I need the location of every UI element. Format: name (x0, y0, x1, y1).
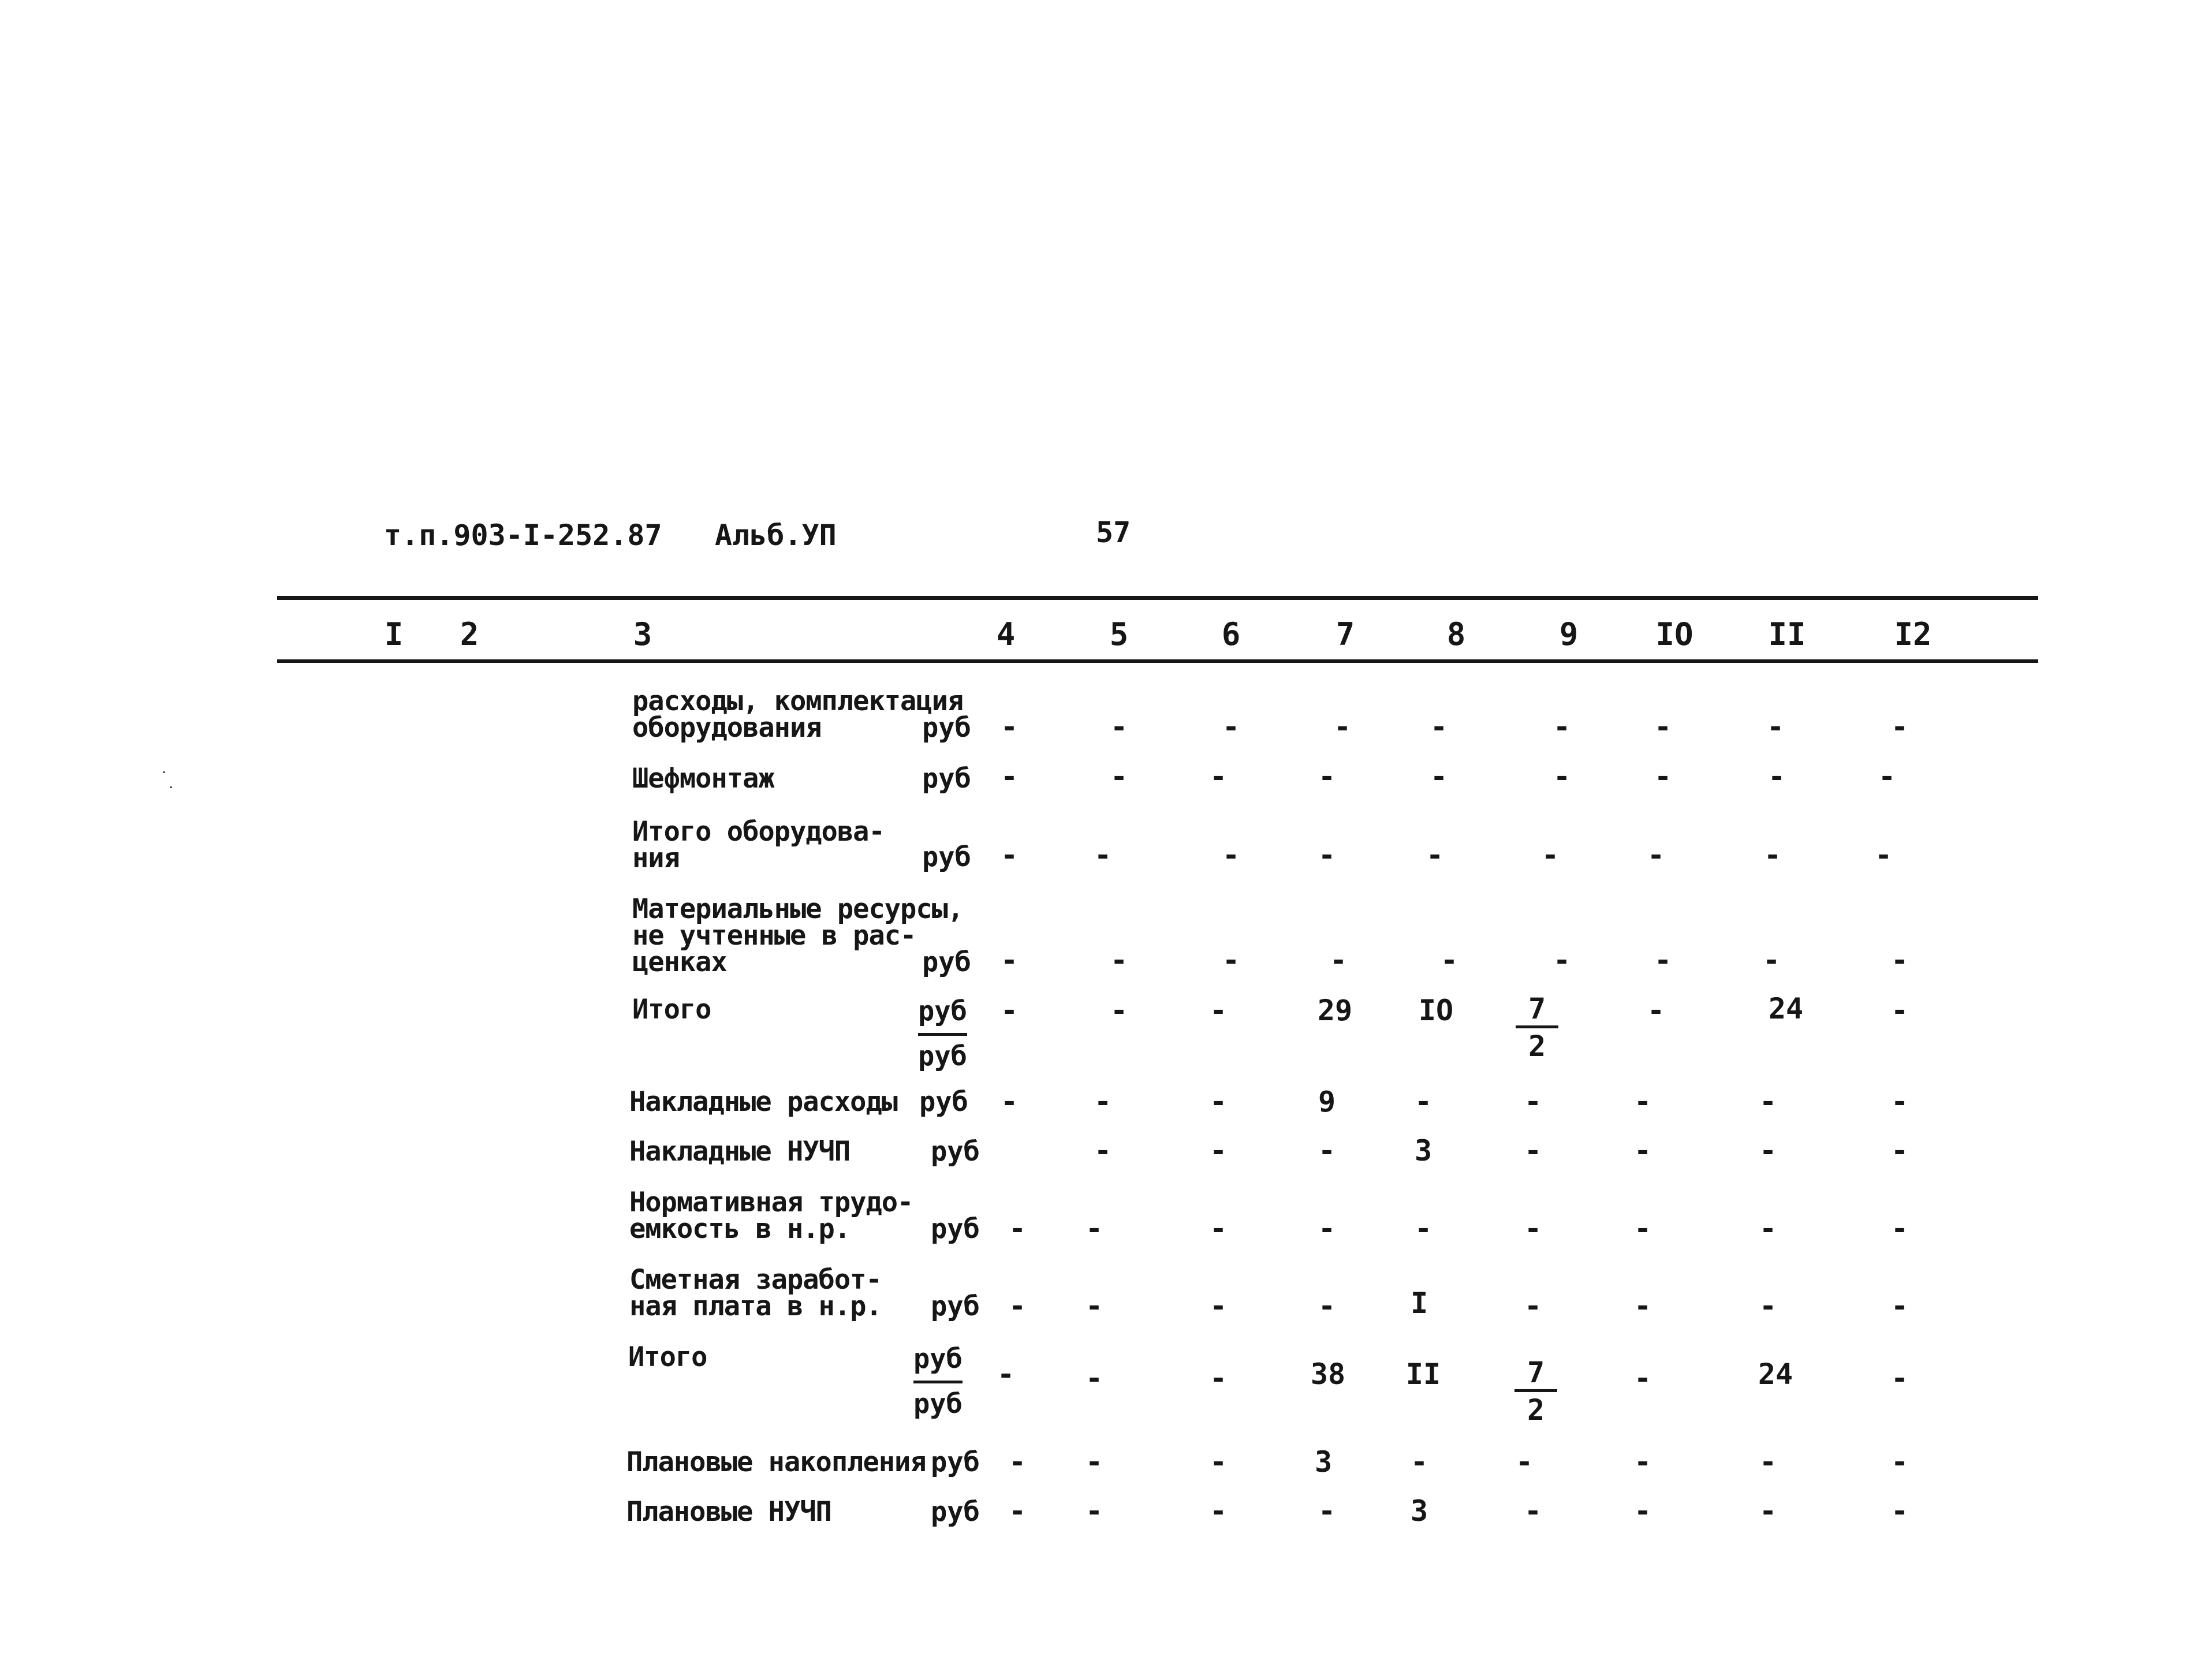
cell-value: - (1633, 1134, 1652, 1167)
row-unit-fraction (918, 995, 967, 1072)
cell-value: - (1524, 1289, 1542, 1323)
cell-value: - (1890, 1494, 1909, 1528)
scan-speck (170, 786, 172, 788)
column-number: 4 (996, 616, 1016, 652)
cell-value: - (1633, 1085, 1652, 1118)
row-unit: руб (922, 946, 971, 978)
cell-value: 24 (1758, 1357, 1793, 1391)
unit-numerator: руб (913, 1345, 963, 1383)
row-label: расходы, комплектация оборудования (632, 685, 964, 744)
cell-value: 24 (1768, 992, 1804, 1025)
row-unit: руб (931, 1446, 980, 1478)
cell-value: - (1654, 760, 1672, 793)
cell-value: - (1222, 838, 1240, 872)
table-header-rule (277, 659, 2038, 663)
table-top-rule (277, 596, 2038, 600)
fraction-numerator: 7 (1516, 994, 1558, 1028)
cell-value: IO (1418, 994, 1454, 1027)
row-unit: руб (931, 1136, 980, 1167)
cell-value: - (1430, 710, 1448, 744)
cell-value: - (1759, 1212, 1777, 1245)
column-number: 6 (1221, 616, 1241, 652)
cell-value: - (1000, 710, 1019, 744)
cell-value: - (1209, 1085, 1228, 1118)
cell-value: - (1890, 1212, 1909, 1245)
cell-value: - (1759, 1494, 1777, 1528)
cell-value: 3 (1414, 1134, 1433, 1167)
column-number: 2 (460, 616, 479, 652)
cell-value: - (1410, 1445, 1428, 1479)
row-unit: руб (922, 763, 971, 794)
cell-value: - (1654, 710, 1672, 744)
unit-denominator: руб (918, 1040, 967, 1072)
cell-value: - (1878, 760, 1896, 793)
row-label: Шефмонтаж (632, 763, 774, 794)
fraction-numerator: 7 (1515, 1358, 1557, 1392)
cell-value: - (1318, 1212, 1336, 1245)
row-label: Сметная заработ- ная плата в н.р. (629, 1264, 882, 1322)
cell-value: - (1647, 838, 1665, 872)
cell-value: 29 (1317, 994, 1353, 1027)
cell-value: - (1524, 1494, 1542, 1528)
column-number: 5 (1109, 616, 1129, 652)
cell-value: - (1890, 1361, 1909, 1395)
cell-value: - (1553, 710, 1571, 744)
cell-value: - (1209, 1212, 1228, 1245)
cell-value: - (1333, 710, 1352, 744)
cell-value: - (1890, 1134, 1909, 1167)
cell-value: - (1318, 1134, 1336, 1167)
cell-value: - (1524, 1212, 1542, 1245)
cell-value: - (1633, 1361, 1652, 1395)
row-label: Накладные расходы (629, 1086, 898, 1118)
row-unit: руб (919, 1086, 968, 1118)
row-label: Накладные НУЧП (629, 1136, 851, 1167)
row-label: Итого оборудова- ния (632, 816, 885, 874)
cell-value: - (1654, 943, 1672, 977)
cell-value: - (1647, 994, 1665, 1027)
cell-value: - (1541, 838, 1560, 872)
cell-value: - (1759, 1085, 1777, 1118)
cell-value: - (1008, 1212, 1027, 1245)
cell-value: - (1008, 1289, 1027, 1323)
cell-value: - (1890, 1289, 1909, 1323)
cell-value: - (1440, 943, 1458, 977)
row-label: Материальные ресурсы, не учтенные в рас- ценках (632, 893, 964, 978)
row-unit: руб (931, 1496, 980, 1528)
cell-value: - (1318, 1494, 1336, 1528)
row-label: Плановые накопления (626, 1446, 926, 1478)
cell-value: - (1553, 760, 1571, 793)
cell-value: - (1759, 1134, 1777, 1167)
cell-value: - (1110, 760, 1128, 793)
cell-value: - (1329, 943, 1348, 977)
cell-value: - (1085, 1212, 1103, 1245)
cell-fraction (1515, 1356, 1557, 1427)
column-number: I2 (1894, 616, 1932, 652)
cell-value: - (1085, 1289, 1103, 1323)
cell-value: I (1410, 1286, 1428, 1320)
cell-value: - (1085, 1494, 1103, 1528)
cell-value: - (1000, 838, 1019, 872)
cell-value: - (1094, 1134, 1112, 1167)
cell-value: - (1209, 994, 1228, 1027)
cell-value: - (1000, 943, 1019, 977)
row-unit: руб (922, 712, 971, 744)
cell-value: - (1209, 1289, 1228, 1323)
cell-value: - (1762, 943, 1781, 977)
cell-value: - (1874, 838, 1893, 872)
cell-value: - (1222, 710, 1240, 744)
cell-value: - (1430, 760, 1448, 793)
cell-value: - (1318, 1289, 1336, 1323)
cell-value: - (1209, 1494, 1228, 1528)
cell-value: II (1405, 1357, 1441, 1391)
cell-fraction (1516, 994, 1558, 1061)
column-number: 3 (633, 616, 652, 652)
cell-value: - (1110, 710, 1128, 744)
unit-numerator: руб (918, 998, 967, 1036)
row-label: Нормативная трудо- емкость в н.р. (629, 1187, 913, 1245)
cell-value: - (1209, 1361, 1228, 1395)
cell-value: - (1767, 760, 1786, 793)
cell-value: - (1085, 1361, 1103, 1395)
cell-value: - (1759, 1289, 1777, 1323)
cell-value: - (1890, 994, 1909, 1027)
cell-value: - (1759, 1445, 1777, 1479)
cell-value: - (1524, 1085, 1542, 1118)
cell-value: - (1000, 1085, 1019, 1118)
cell-value: - (1414, 1085, 1433, 1118)
cell-value: - (997, 1357, 1015, 1391)
fraction-denominator: 2 (1527, 1393, 1545, 1427)
cell-value: - (1008, 1494, 1027, 1528)
cell-value: - (1000, 994, 1019, 1027)
cell-value: - (1094, 838, 1112, 872)
fraction-denominator: 2 (1528, 1029, 1546, 1063)
page-number: 57 (1096, 516, 1131, 549)
cell-value: 3 (1314, 1445, 1333, 1479)
cell-value: - (1209, 1445, 1228, 1479)
cell-value: - (1094, 1085, 1112, 1118)
row-label: Итого (628, 1341, 707, 1373)
cell-value: - (1553, 943, 1571, 977)
cell-value: - (1890, 1085, 1909, 1118)
cell-value: - (1766, 710, 1785, 744)
cell-value: - (1318, 760, 1336, 793)
cell-value: - (1222, 943, 1240, 977)
cell-value: - (1633, 1289, 1652, 1323)
cell-value: - (1110, 943, 1128, 977)
document-reference: т.п.903-I-252.87 (384, 518, 662, 552)
cell-value: 9 (1318, 1085, 1336, 1118)
column-number: 8 (1446, 616, 1466, 652)
row-unit: руб (931, 1213, 980, 1245)
cell-value: - (1414, 1212, 1433, 1245)
row-unit: руб (922, 841, 971, 873)
cell-value: - (1890, 943, 1909, 977)
cell-value: 38 (1310, 1357, 1346, 1391)
cell-value: - (1633, 1445, 1652, 1479)
column-number: II (1768, 616, 1806, 652)
column-number: I (384, 616, 404, 652)
cell-value: - (1209, 760, 1228, 793)
album-number: Альб.УП (715, 518, 837, 552)
column-number: IO (1655, 616, 1693, 652)
row-label: Итого (632, 994, 711, 1025)
cell-value: - (1763, 838, 1782, 872)
cell-value: - (1633, 1212, 1652, 1245)
cell-value: - (1633, 1494, 1652, 1528)
row-unit-fraction (913, 1343, 963, 1420)
cell-value: - (1085, 1445, 1103, 1479)
cell-value: - (1008, 1445, 1027, 1479)
unit-denominator: руб (913, 1388, 963, 1420)
scan-speck (163, 771, 165, 773)
row-label: Плановые НУЧП (626, 1496, 831, 1528)
column-number: 7 (1336, 616, 1355, 652)
cell-value: - (1515, 1445, 1534, 1479)
column-number: 9 (1559, 616, 1579, 652)
cell-value: - (1524, 1134, 1542, 1167)
row-unit: руб (931, 1290, 980, 1322)
cell-value: - (1000, 760, 1019, 793)
cell-value: - (1426, 838, 1444, 872)
cell-value: - (1890, 710, 1909, 744)
cell-value: - (1890, 1445, 1909, 1479)
cell-value: - (1209, 1134, 1228, 1167)
cell-value: - (1110, 994, 1128, 1027)
cell-value: 3 (1410, 1494, 1428, 1528)
cell-value: - (1318, 838, 1336, 872)
